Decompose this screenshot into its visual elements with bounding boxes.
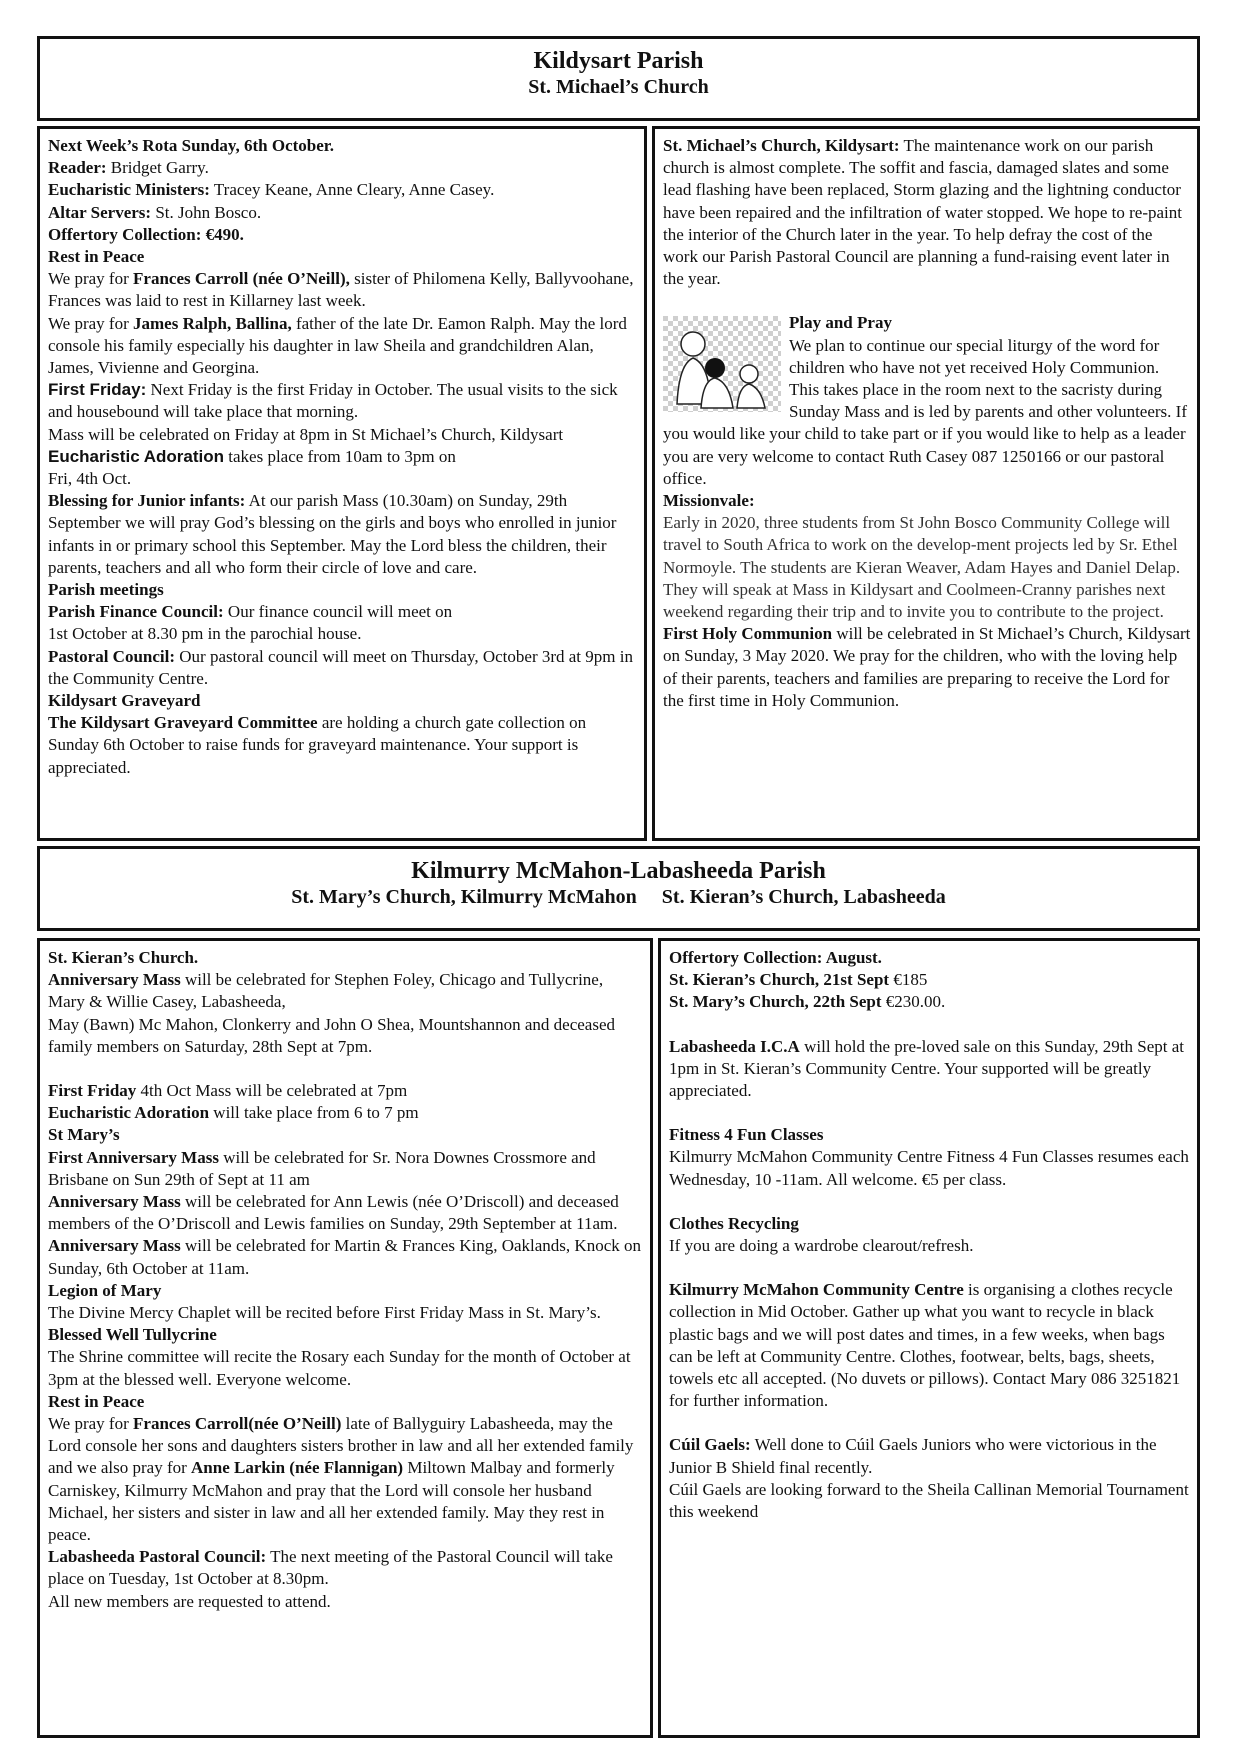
kilmurry-title: Kilmurry McMahon-Labasheeda Parish	[411, 858, 826, 884]
cuil-gaels-tournament: Cúil Gaels are looking forward to the Sheila Callinan Memorial Tournament this weekend	[669, 1479, 1189, 1522]
community-centre-recycle: Kilmurry McMahon Community Centre is organising a clothes recycle collection in Mid October. Gather up what you want to recycle in black plastic bags and we will post dates and times, in a few weeks, when bags can be left at Community Centre. Clothes, footwear, belts, bags, sheets, towels etc all accepted. (No duvets or pillows). Contact Mary 086 3251821 for further information.	[669, 1280, 1181, 1411]
anniversary-mass-1: Anniversary Mass will be celebrated for Stephen Foley, Chicago and Tullycrine, Mary & Willie Casey, Labasheeda,	[48, 970, 604, 1012]
rip-frances: We pray for Frances Carroll (née O’Neill), sister of Philomena Kelly, Ballyvoohane, Frances was laid to rest in Killarney last week.	[48, 269, 634, 311]
anniversary-mass-3: Anniversary Mass will be celebrated for Martin & Frances King, Oaklands, Knock on Sunday, 6th October at 11am.	[48, 1236, 641, 1278]
labasheeda-pastoral-council: Labasheeda Pastoral Council: The next meeting of the Pastoral Council will take place on Tuesday, 1st October at 8.30pm.	[48, 1547, 613, 1589]
clothes-recycling-text: If you are doing a wardrobe clearout/refresh.	[669, 1236, 974, 1256]
anniversary-mass-2: Anniversary Mass will be celebrated for Ann Lewis (née O’Driscoll) and deceased members of the O’Driscoll and Lewis families on Sunday, 29th September at 11am.	[48, 1192, 619, 1234]
graveyard-heading: Kildysart Graveyard	[48, 691, 201, 711]
anniversary-mass-1-cont: May (Bawn) Mc Mahon, Clonkerry and John O Shea, Mountshannon and deceased family members on Saturday, 28th Sept at 7pm.	[48, 1014, 616, 1056]
first-friday: First Friday 4th Oct Mass will be celebrated at 7pm	[48, 1081, 408, 1101]
first-friday: First Friday: Next Friday is the first Friday in October. The usual visits to the sick and housebound will take place that morning.	[48, 380, 618, 422]
st-kierans-collection: St. Kieran’s Church, 21st Sept €185	[669, 970, 928, 990]
missionvale-text-2: They will speak at Mass in Kildysart and Coolmeen-Cranny parishes next weekend regarding their trip and to invite you to contribute to the project.	[663, 579, 1166, 622]
children-praying-icon	[663, 316, 781, 412]
clothes-recycling-heading: Clothes Recycling	[669, 1213, 799, 1233]
legion-of-mary-heading: Legion of Mary	[48, 1280, 162, 1300]
pastoral-council: Pastoral Council: Our pastoral council will meet on Thursday, October 3rd at 9pm in the Community Centre.	[48, 646, 633, 688]
blessed-well-text: The Shrine committee will recite the Rosary each Sunday for the month of October at 3pm at the blessed well. Everyone welcome.	[48, 1347, 631, 1389]
kildysart-right-column	[652, 126, 1200, 841]
kildysart-header	[37, 36, 1200, 121]
play-and-pray-heading: Play and Pray	[789, 313, 892, 333]
st-marys-heading: St Mary’s	[48, 1125, 120, 1145]
st-michaels-maintenance: St. Michael’s Church, Kildysart: The maintenance work on our parish church is almost complete. The soffit and fascia, damaged slates and some lead flashing have been replaced, Storm glazing and the lightning conductor have been repaired and the infiltration of water stopped. We hope to re-paint the interior of the Church later in the year. To help defray the cost of the work our Parish Pastoral Council are planning a fund-raising event later in the year.	[663, 136, 1182, 289]
rota-heading: Next Week’s Rota Sunday, 6th October.	[48, 136, 335, 155]
kildysart-subtitle: St. Michael’s Church	[528, 76, 709, 98]
parish-meetings-heading: Parish meetings	[48, 580, 164, 600]
missionvale-text-1: Early in 2020, three students from St John Bosco Community College will travel to South Africa to work on the develop-ment projects led by Sr. Ethel Normoyle. The students are Kieran Weaver, Adam Hayes and Daniel Delap.	[663, 513, 1181, 577]
offertory-heading: Offertory Collection: August.	[669, 948, 882, 967]
missionvale-heading: Missionvale:	[663, 491, 755, 511]
em-line: Eucharistic Ministers: Tracey Keane, Anne Cleary, Anne Casey.	[48, 180, 495, 200]
play-and-pray-text: We plan to continue our special liturgy of the word for children who have not yet received Holy Communion. This takes place in the room next to the sacristy during Sunday Mass and is led by parents and other volunteers. If you would like your child to take part or if you would like to help as a leader you are very welcome to contact Ruth Casey 087 1250166 or our pastoral office.	[663, 335, 1187, 488]
finance-council-date: 1st October at 8.30 pm in the parochial house.	[48, 624, 362, 644]
blessed-well-heading: Blessed Well Tullycrine	[48, 1325, 217, 1345]
fitness-text: Kilmurry McMahon Community Centre Fitness 4 Fun Classes resumes each Wednesday, 10 -11am. All welcome. €5 per class.	[669, 1147, 1189, 1189]
finance-council: Parish Finance Council: Our finance council will meet on	[48, 602, 453, 622]
rip-heading: Rest in Peace	[48, 247, 145, 267]
first-holy-communion: First Holy Communion will be celebrated in St Michael’s Church, Kildysart on Sunday, 3 May 2020. We pray for the children, who with the loving help of their parents, teachers and families are preparing to receive the Lord for the first time in Holy Communion.	[663, 624, 1191, 710]
st-marys-collection: St. Mary’s Church, 22th Sept €230.00.	[669, 992, 946, 1012]
play-and-pray	[663, 312, 1191, 490]
rip-text: We pray for Frances Carroll(née O’Neill) late of Ballyguiry Labasheeda, may the Lord console her sons and daughters sisters brother in law and all her extended family and we also pray for Anne Larkin (née Flannigan) Miltown Malbay and formerly Carniskey, Kilmurry McMahon and pray that the Lord will console her husband Michael, her sisters and sister in law and all her extended family. May they rest in peace.	[48, 1414, 634, 1545]
offertory-line: Offertory Collection: €490.	[48, 224, 244, 244]
labasheeda-pastoral-council-note: All new members are requested to attend.	[48, 1591, 331, 1611]
rip-james: We pray for James Ralph, Ballina, father of the late Dr. Eamon Ralph. May the lord console his family especially his daughter in law Sheila and grandchildren Alan, James, Vivienne and Georgina.	[48, 313, 627, 378]
kilmurry-left-column	[37, 938, 653, 1738]
cuil-gaels: Cúil Gaels: Well done to Cúil Gaels Juniors who were victorious in the Junior B Shield final recently.	[669, 1435, 1157, 1477]
first-friday-mass: Mass will be celebrated on Friday at 8pm in St Michael’s Church, Kildysart	[48, 424, 564, 444]
kildysart-left-column	[37, 126, 647, 841]
kilmurry-subtitle: St. Mary’s Church, Kilmurry McMahon St. Kieran’s Church, Labasheeda	[291, 886, 946, 908]
kildysart-title: Kildysart Parish	[533, 48, 704, 74]
first-anniversary-mass: First Anniversary Mass will be celebrated for Sr. Nora Downes Crossmore and Brisbane on Sun 29th of Sept at 11 am	[48, 1147, 596, 1189]
ea-date: Fri, 4th Oct.	[48, 469, 132, 489]
reader-line: Reader: Bridget Garry.	[48, 158, 209, 178]
labasheeda-ica: Labasheeda I.C.A will hold the pre-loved sale on this Sunday, 29th Sept at 1pm in St. Kieran’s Community Centre. Your supported will be greatly appreciated.	[669, 1036, 1185, 1101]
blessing-junior-infants: Blessing for Junior infants: At our parish Mass (10.30am) on Sunday, 29th September we will pray God’s blessing on the girls and boys who enrolled in junior infants in or primary school this September. May the Lord bless the children, their parents, teachers and all who form their circle of love and care.	[48, 491, 617, 577]
altar-line: Altar Servers: St. John Bosco.	[48, 202, 262, 222]
legion-of-mary-text: The Divine Mercy Chaplet will be recited before First Friday Mass in St. Mary’s.	[48, 1303, 601, 1323]
rip-heading: Rest in Peace	[48, 1391, 145, 1411]
kilmurry-right-column	[658, 938, 1200, 1738]
eucharistic-adoration: Eucharistic Adoration takes place from 10am to 3pm on	[48, 446, 456, 466]
eucharistic-adoration: Eucharistic Adoration will take place from 6 to 7 pm	[48, 1103, 419, 1123]
st-kierans-heading: St. Kieran’s Church.	[48, 948, 199, 967]
kilmurry-header	[37, 846, 1200, 931]
graveyard-committee: The Kildysart Graveyard Committee are holding a church gate collection on Sunday 6th October to raise funds for graveyard maintenance. Your support is appreciated.	[48, 713, 587, 777]
fitness-heading: Fitness 4 Fun Classes	[669, 1125, 824, 1145]
